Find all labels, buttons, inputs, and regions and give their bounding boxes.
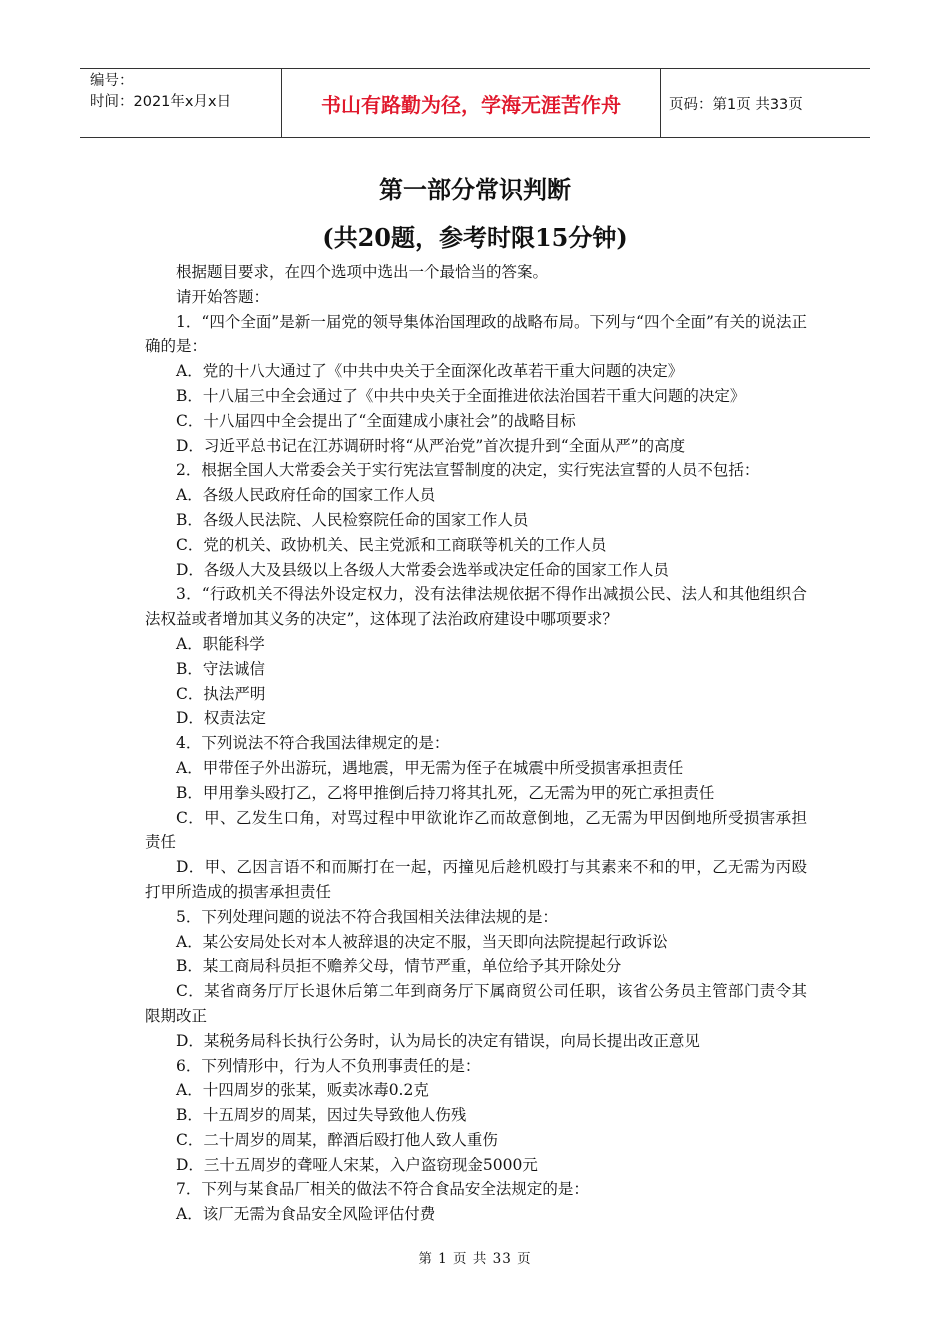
header-motto: 书山有路勤为径，学海无涯苦作舟 — [282, 69, 661, 137]
text-line: C．十八届四中全会提出了“全面建成小康社会”的战略目标 — [176, 411, 576, 430]
text-line: A．职能科学 — [176, 634, 265, 653]
document-body — [145, 260, 807, 1227]
text-line: 1．“四个全面”是新一届党的领导集体治国理政的战略布局。下列与“四个全面”有关的说法正确的是： — [145, 312, 807, 356]
text-line: B．十五周岁的周某，因过失导致他人伤残 — [176, 1106, 467, 1125]
date-label: 时间：2021年x月x日 — [90, 94, 232, 110]
text-line: C．党的机关、政协机关、民主党派和工商联等机关的工作人员 — [176, 535, 607, 554]
text-line: D．甲、乙因言语不和而厮打在一起，丙撞见后趁机殴打与其素来不和的甲，乙无需为丙殴打甲所造成的损害承担责任 — [145, 858, 807, 901]
text-line: C．某省商务厅厅长退休后第二年到商务厅下属商贸公司任职，该省公务员主管部门责令其限期改正 — [145, 982, 807, 1025]
text-line: D．三十五周岁的聋哑人宋某，入户盗窃现金5000元 — [176, 1155, 538, 1174]
section-subtitle: (共20题，参考时限15分钟) — [322, 223, 628, 252]
text-line: C．执法严明 — [176, 684, 266, 703]
text-line: C．甲、乙发生口角，对骂过程中甲欲讹诈乙而故意倒地，乙无需为甲因倒地所受损害承担责任 — [145, 808, 807, 852]
number-label: 编号： — [90, 73, 134, 89]
text-line: B．甲用拳头殴打乙，乙将甲推倒后持刀将其扎死，乙无需为甲的死亡承担责任 — [176, 783, 715, 802]
text-line: A．甲带侄子外出游玩，遇地震，甲无需为侄子在城震中所受损害承担责任 — [176, 758, 684, 777]
text-line: D．某税务局科长执行公务时，认为局长的决定有错误，向局长提出改正意见 — [176, 1031, 700, 1050]
text-line: 4．下列说法不符合我国法律规定的是： — [176, 734, 450, 753]
text-line: 3．“行政机关不得法外设定权力，没有法律法规依据不得作出减损公民、法人和其他组织合法权益或者增加其义务的决定”，这体现了法治政府建设中哪项要求？ — [145, 585, 807, 629]
text-line: D．各级人大及县级以上各级人大常委会选举或决定任命的国家工作人员 — [176, 560, 669, 579]
text-line: A．某公安局处长对本人被辞退的决定不服，当天即向法院提起行政诉讼 — [176, 932, 668, 951]
text-line: D．权责法定 — [176, 709, 266, 728]
text-line: B．十八届三中全会通过了《中共中央关于全面推进依法治国若干重大问题的决定》 — [176, 386, 746, 405]
text-line: D．习近平总书记在江苏调研时将“从严治党”首次提升到“全面从严”的高度 — [176, 436, 686, 455]
header-page-info: 页码：第1页 共33页 — [669, 96, 803, 113]
text-line: 5．下列处理问题的说法不符合我国相关法律法规的是： — [176, 907, 558, 926]
text-line: C．二十周岁的周某，醉酒后殴打他人致人重伤 — [176, 1130, 498, 1149]
text-line: A．党的十八大通过了《中共中央关于全面深化改革若干重大问题的决定》 — [176, 362, 684, 381]
text-line: A．十四周岁的张某，贩卖冰毒0.2克 — [176, 1081, 429, 1100]
section-title: 第一部分常识判断 — [379, 175, 571, 204]
text-line: 7．下列与某食品厂相关的做法不符合食品安全法规定的是： — [176, 1180, 589, 1199]
text-line: B．守法诚信 — [176, 659, 265, 678]
text-line: 根据题目要求，在四个选项中选出一个最恰当的答案。 — [176, 263, 549, 281]
text-line: 请开始答题： — [176, 287, 270, 306]
text-line: A．该厂无需为食品安全风险评估付费 — [176, 1205, 436, 1224]
text-line: A．各级人民政府任命的国家工作人员 — [176, 486, 436, 505]
header-meta — [80, 69, 282, 137]
text-line: 6．下列情形中，行为人不负刑事责任的是： — [176, 1056, 481, 1075]
page-header — [80, 68, 870, 138]
text-line: B．某工商局科员拒不赡养父母，情节严重，单位给予其开除处分 — [176, 957, 622, 976]
text-line: B．各级人民法院、人民检察院任命的国家工作人员 — [176, 510, 529, 529]
text-line: 2．根据全国人大常委会关于实行宪法宣誓制度的决定，实行宪法宣誓的人员不包括： — [176, 461, 760, 480]
page-footer: 第 1 页 共 33 页 — [418, 1251, 532, 1267]
